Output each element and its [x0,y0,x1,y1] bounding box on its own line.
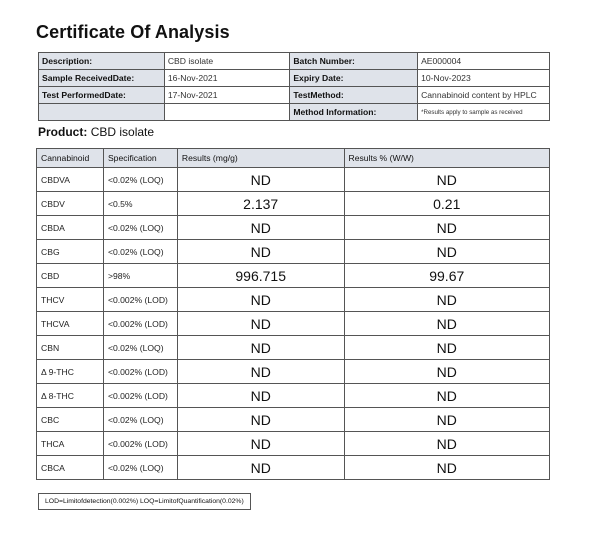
result-mg: ND [177,432,344,456]
cannabinoid-name: CBC [37,408,104,432]
specification: <0.02% (LOQ) [103,456,177,480]
info-value: 10-Nov-2023 [418,70,550,87]
specification: >98% [103,264,177,288]
specification: <0.002% (LOD) [103,288,177,312]
cannabinoid-name: CBG [37,240,104,264]
result-mg: 2.137 [177,192,344,216]
info-value: CBD isolate [164,53,290,70]
info-value: Cannabinoid content by HPLC [418,87,550,104]
info-label: Description: [39,53,165,70]
result-pct: ND [344,456,549,480]
cannabinoid-name: CBN [37,336,104,360]
result-pct: ND [344,288,549,312]
result-mg: ND [177,288,344,312]
cannabinoid-name: CBD [37,264,104,288]
table-row [37,312,550,336]
info-label: Batch Number: [290,53,418,70]
specification: <0.02% (LOQ) [103,216,177,240]
specification: <0.002% (LOD) [103,312,177,336]
info-row [39,70,550,87]
sample-info-table [38,52,550,121]
cannabinoid-name: CBCA [37,456,104,480]
result-mg: ND [177,456,344,480]
cannabinoid-name: Δ 9-THC [37,360,104,384]
result-mg: ND [177,336,344,360]
info-value [164,104,290,121]
result-pct: ND [344,240,549,264]
result-mg: 996.715 [177,264,344,288]
table-row [37,336,550,360]
document-title: Certificate Of Analysis [36,22,230,42]
cannabinoid-results-table [36,148,550,480]
table-row [37,384,550,408]
specification: <0.002% (LOD) [103,432,177,456]
info-label [39,104,165,121]
table-row [37,168,550,192]
cannabinoid-name: Δ 8-THC [37,384,104,408]
specification: <0.002% (LOD) [103,360,177,384]
table-row [37,432,550,456]
result-pct: ND [344,432,549,456]
info-label: Test PerformedDate: [39,87,165,104]
result-pct: ND [344,360,549,384]
table-row [37,216,550,240]
table-row [37,240,550,264]
result-mg: ND [177,312,344,336]
result-pct: ND [344,312,549,336]
product-value: CBD isolate [90,125,155,139]
info-value: 17-Nov-2021 [164,87,290,104]
header-specification: Specification [103,149,177,168]
table-row [37,264,550,288]
header-cannabinoid: Cannabinoid [37,149,104,168]
info-row [39,104,550,121]
cannabinoid-name: CBDA [37,216,104,240]
product-label: Product: [38,125,88,139]
specification: <0.02% (LOQ) [103,336,177,360]
specification: <0.02% (LOQ) [103,168,177,192]
result-pct: ND [344,408,549,432]
result-mg: ND [177,408,344,432]
specification: <0.02% (LOQ) [103,408,177,432]
info-label: Expiry Date: [290,70,418,87]
result-mg: ND [177,240,344,264]
info-value: AE000004 [418,53,550,70]
info-value: *Results apply to sample as received [418,104,550,121]
footnote: LOD=Limitofdetection(0.002%) LOQ=LimitofQuantification(0.02%) [38,493,251,510]
cannabinoid-name: THCV [37,288,104,312]
result-pct: ND [344,216,549,240]
cannabinoid-name: THCVA [37,312,104,336]
result-mg: ND [177,216,344,240]
header-results-pct: Results % (W/W) [344,149,549,168]
specification: <0.002% (LOD) [103,384,177,408]
table-row [37,192,550,216]
header-results-mg: Results (mg/g) [177,149,344,168]
product-line [38,125,154,139]
cannabinoid-name: CBDVA [37,168,104,192]
result-pct: ND [344,336,549,360]
specification: <0.02% (LOQ) [103,240,177,264]
result-pct: ND [344,168,549,192]
info-value: 16-Nov-2021 [164,70,290,87]
info-label: Sample ReceivedDate: [39,70,165,87]
result-pct: 99.67 [344,264,549,288]
cannabinoid-name: CBDV [37,192,104,216]
table-row [37,288,550,312]
result-mg: ND [177,168,344,192]
table-row [37,456,550,480]
specification: <0.5% [103,192,177,216]
cannabinoid-name: THCA [37,432,104,456]
info-row [39,87,550,104]
result-pct: ND [344,384,549,408]
table-row [37,408,550,432]
table-header-row [37,149,550,168]
info-label: Method Information: [290,104,418,121]
result-pct: 0.21 [344,192,549,216]
result-mg: ND [177,360,344,384]
info-label: TestMethod: [290,87,418,104]
info-row [39,53,550,70]
result-mg: ND [177,384,344,408]
table-row [37,360,550,384]
